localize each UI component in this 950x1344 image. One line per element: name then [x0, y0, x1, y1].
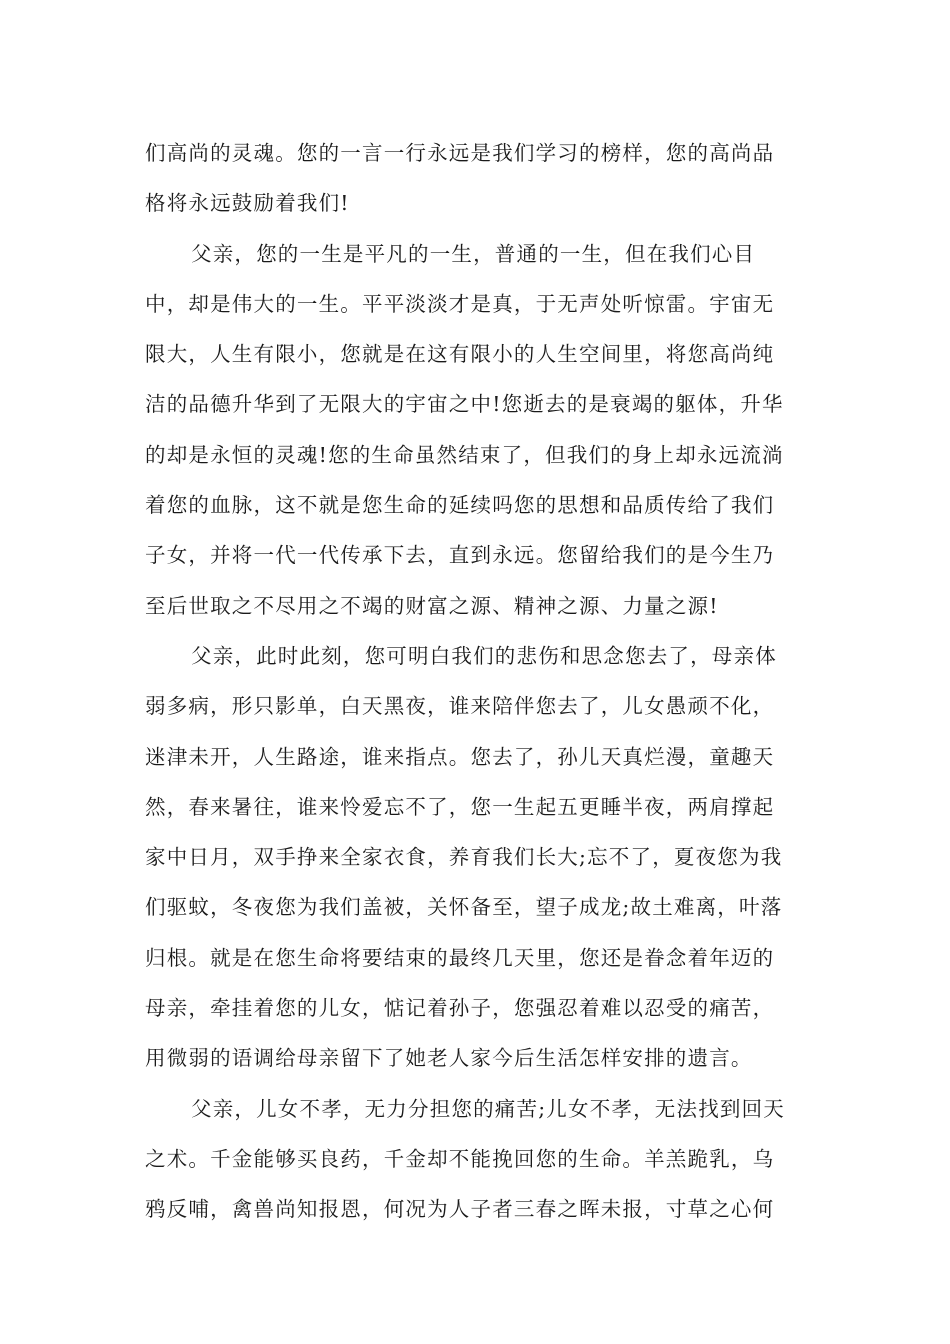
paragraph [145, 229, 807, 631]
text-line: 着您的血脉，这不就是您生命的延续吗您的思想和品质传给了我们 [145, 493, 775, 518]
text-line: 子女，并将一代一代传承下去，直到永远。您留给我们的是今生乃 [145, 543, 775, 568]
paragraph [145, 631, 807, 1084]
text-line: 至后世取之不尽用之不竭的财富之源、精神之源、力量之源! [145, 593, 719, 618]
paragraph [145, 1084, 807, 1235]
text-line: 们驱蚊，冬夜您为我们盖被，关怀备至，望子成龙;故土难离，叶落 [145, 895, 783, 920]
text-line: 中，却是伟大的一生。平平淡淡才是真，于无声处听惊雷。宇宙无 [145, 291, 775, 316]
text-line: 母亲，牵挂着您的儿女，惦记着孙子，您强忍着难以忍受的痛苦， [145, 996, 775, 1021]
paragraph [145, 128, 807, 229]
text-line: 们高尚的灵魂。您的一言一行永远是我们学习的榜样，您的高尚品 [145, 141, 775, 165]
text-line: 父亲，您的一生是平凡的一生，普通的一生，但在我们心目 [191, 241, 756, 266]
text-line: 迷津未开，人生路途，谁来指点。您去了，孙儿天真烂漫，童趣天 [145, 744, 775, 769]
text-line: 弱多病，形只影单，白天黑夜，谁来陪伴您去了，儿女愚顽不化， [145, 694, 775, 719]
text-line: 洁的品德升华到了无限大的宇宙之中!您逝去的是衰竭的躯体，升华 [145, 392, 784, 417]
text-line: 限大，人生有限小，您就是在这有限小的人生空间里，将您高尚纯 [145, 342, 775, 367]
text-line: 之术。千金能够买良药，千金却不能挽回您的生命。羊羔跪乳，乌 [145, 1146, 775, 1171]
text-line: 的却是永恒的灵魂!您的生命虽然结束了，但我们的身上却永远流淌 [145, 442, 784, 467]
text-line: 家中日月，双手挣来全家衣食，养育我们长大;忘不了，夏夜您为我 [145, 845, 783, 870]
body-text [145, 128, 807, 1235]
text-line: 归根。就是在您生命将要结束的最终几天里，您还是眷念着年迈的 [145, 945, 775, 970]
text-line: 父亲，此时此刻，您可明白我们的悲伤和思念您去了，母亲体 [191, 643, 777, 668]
text-line: 鸦反哺，禽兽尚知报恩，何况为人子者三春之晖未报，寸草之心何 [145, 1197, 775, 1222]
text-line: 父亲，儿女不孝，无力分担您的痛苦;儿女不孝，无法找到回天 [191, 1096, 786, 1121]
text-line: 然，春来暑往，谁来怜爱忘不了，您一生起五更睡半夜，两肩撑起 [145, 794, 775, 819]
text-line: 格将永远鼓励着我们! [145, 191, 350, 216]
text-line: 用微弱的语调给母亲留下了她老人家今后生活怎样安排的遗言。 [145, 1046, 753, 1071]
